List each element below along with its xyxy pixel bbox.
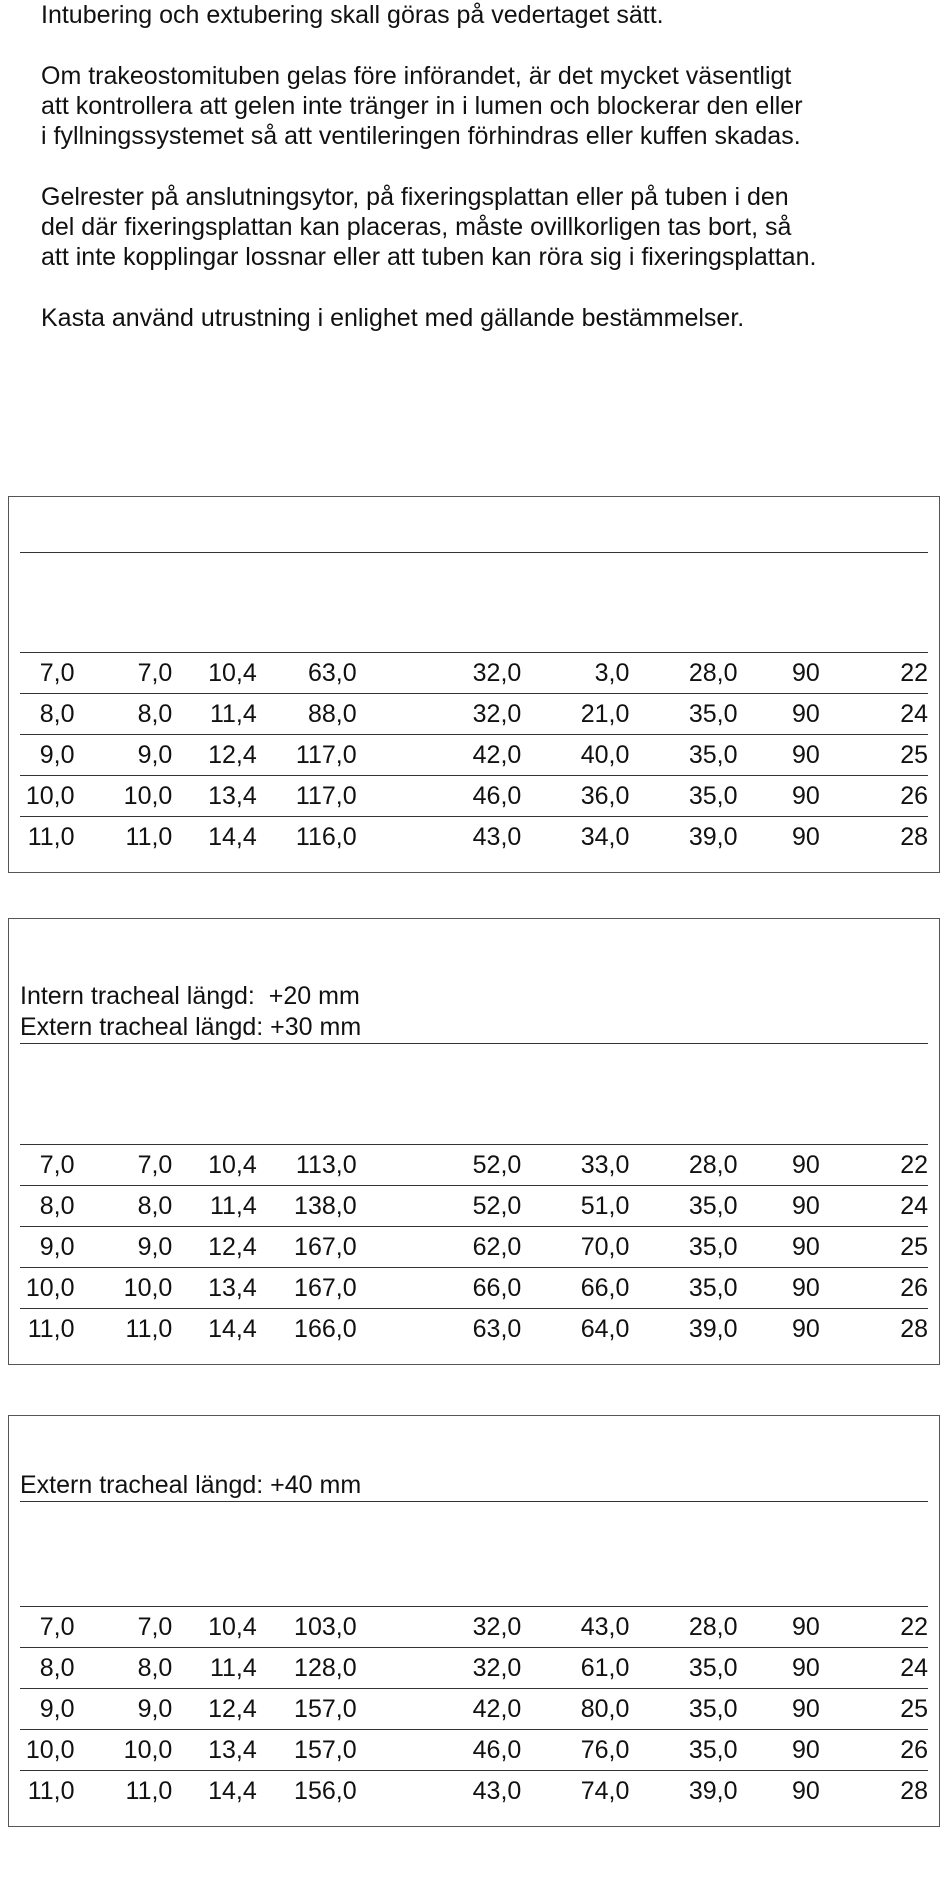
table-cell: 7,0 bbox=[20, 1607, 75, 1648]
table-cell: 156,0 bbox=[294, 1776, 357, 1805]
table-cell: 90 bbox=[738, 1648, 820, 1689]
table-cell: 35,0 bbox=[629, 1186, 737, 1227]
table-cell: 128,0 bbox=[257, 1648, 357, 1689]
table-row bbox=[20, 776, 928, 817]
table-cell: 13,4 bbox=[172, 1268, 256, 1309]
table-cell: 9,0 bbox=[75, 1689, 173, 1730]
table-cell: 25 bbox=[820, 735, 928, 776]
table-cell: 51,0 bbox=[521, 1186, 629, 1227]
table-row bbox=[20, 1607, 928, 1648]
table-cell: 10,4 bbox=[172, 653, 256, 694]
table-cell: 11,0 bbox=[27, 1776, 75, 1805]
table-cell: 46,0 bbox=[357, 776, 522, 817]
table-cell: 90 bbox=[738, 1145, 820, 1186]
table-cell: 25 bbox=[820, 1227, 928, 1268]
table-cell: 90 bbox=[738, 735, 820, 776]
table-cell: 12,4 bbox=[172, 1689, 256, 1730]
table-cell: 167,0 bbox=[257, 1268, 357, 1309]
table-cell: 22 bbox=[820, 1145, 928, 1186]
table-cell: 26 bbox=[820, 1268, 928, 1309]
table-cell: 22 bbox=[820, 1607, 928, 1648]
table-cell: 61,0 bbox=[521, 1648, 629, 1689]
table-cell: 28 bbox=[900, 1314, 928, 1343]
table-cell: 10,0 bbox=[20, 776, 75, 817]
table-cell: 103,0 bbox=[257, 1607, 357, 1648]
intro-paragraph-3: Gelrester på anslutningsytor, på fixeringsplattan eller på tuben i den del där fixeringsplattan kan placeras, måste ovillkorligen tas bort, så att inte kopplingar lossnar eller att tuben kan röra sig i fixeringsplattan. bbox=[41, 183, 817, 271]
table-cell: 28 bbox=[900, 1776, 928, 1805]
table-cell: 35,0 bbox=[629, 1689, 737, 1730]
table-cell: 26 bbox=[820, 776, 928, 817]
size-table-3 bbox=[20, 1606, 928, 1811]
extern-tracheal-length: Extern tracheal längd: +30 mm bbox=[20, 1013, 362, 1041]
table-cell: 22 bbox=[820, 653, 928, 694]
table-cell: 88,0 bbox=[257, 694, 357, 735]
table-cell: 90 bbox=[738, 653, 820, 694]
table-cell: 11,0 bbox=[125, 822, 173, 851]
table-cell: 90 bbox=[738, 1607, 820, 1648]
table-cell: 8,0 bbox=[75, 1186, 173, 1227]
table-cell: 35,0 bbox=[629, 1648, 737, 1689]
table-cell: 35,0 bbox=[629, 1268, 737, 1309]
table-cell: 13,4 bbox=[172, 1730, 256, 1771]
table-cell: 166,0 bbox=[294, 1314, 357, 1343]
table-cell: 8,0 bbox=[75, 694, 173, 735]
table-cell: 62,0 bbox=[357, 1227, 522, 1268]
table-cell: 24 bbox=[820, 694, 928, 735]
table-cell: 32,0 bbox=[357, 694, 522, 735]
intro-text bbox=[41, 0, 941, 364]
table-cell: 3,0 bbox=[521, 653, 629, 694]
table-row bbox=[20, 653, 928, 694]
table-cell: 9,0 bbox=[20, 1689, 75, 1730]
table-cell: 90 bbox=[738, 1186, 820, 1227]
table-row bbox=[20, 735, 928, 776]
table-cell: 90 bbox=[792, 1776, 820, 1805]
table-cell: 12,4 bbox=[172, 1227, 256, 1268]
table-cell: 28,0 bbox=[629, 653, 737, 694]
table-cell: 90 bbox=[738, 1730, 820, 1771]
table-cell: 70,0 bbox=[521, 1227, 629, 1268]
table-cell: 10,4 bbox=[172, 1607, 256, 1648]
size-table-box-3 bbox=[8, 1415, 940, 1827]
table-cell: 32,0 bbox=[357, 1607, 522, 1648]
table-cell: 35,0 bbox=[629, 735, 737, 776]
table-cell: 11,4 bbox=[172, 694, 256, 735]
table-cell: 11,0 bbox=[27, 822, 75, 851]
table-cell: 9,0 bbox=[20, 1227, 75, 1268]
table-cell: 43,0 bbox=[472, 1776, 522, 1805]
table-row bbox=[20, 1689, 928, 1730]
table-cell: 39,0 bbox=[688, 1314, 738, 1343]
table-cell: 14,4 bbox=[208, 822, 257, 851]
table-cell: 90 bbox=[792, 822, 820, 851]
table-cell: 24 bbox=[820, 1186, 928, 1227]
size-table-1 bbox=[20, 652, 928, 857]
table-cell: 7,0 bbox=[75, 1145, 173, 1186]
table-cell: 7,0 bbox=[20, 1145, 75, 1186]
table-cell: 7,0 bbox=[20, 653, 75, 694]
table-cell: 157,0 bbox=[257, 1689, 357, 1730]
table-cell: 64,0 bbox=[580, 1314, 630, 1343]
table-cell: 9,0 bbox=[20, 735, 75, 776]
table-cell: 52,0 bbox=[357, 1186, 522, 1227]
table-cell: 42,0 bbox=[357, 735, 522, 776]
intro-paragraph-1: Intubering och extubering skall göras på vedertaget sätt. bbox=[41, 1, 664, 29]
table-cell: 90 bbox=[738, 694, 820, 735]
table-cell: 7,0 bbox=[75, 1607, 173, 1648]
table-cell: 66,0 bbox=[521, 1268, 629, 1309]
table-cell: 52,0 bbox=[357, 1145, 522, 1186]
table-row bbox=[20, 1648, 928, 1689]
table-cell: 42,0 bbox=[357, 1689, 522, 1730]
table-cell: 11,0 bbox=[125, 1314, 173, 1343]
table-cell: 13,4 bbox=[172, 776, 256, 817]
table-row bbox=[20, 694, 928, 735]
table-cell: 10,4 bbox=[172, 1145, 256, 1186]
table-cell: 157,0 bbox=[257, 1730, 357, 1771]
table-row bbox=[20, 1145, 928, 1186]
size-table-box-1 bbox=[8, 496, 940, 873]
table-cell: 74,0 bbox=[580, 1776, 630, 1805]
size-table-box-2 bbox=[8, 918, 940, 1365]
table-cell: 90 bbox=[738, 776, 820, 817]
table-row bbox=[20, 1268, 928, 1309]
table-cell: 14,4 bbox=[208, 1314, 257, 1343]
table-row bbox=[20, 1309, 928, 1350]
table-cell: 43,0 bbox=[472, 822, 522, 851]
table-cell: 39,0 bbox=[688, 822, 738, 851]
table-cell: 10,0 bbox=[75, 1268, 173, 1309]
table-cell: 90 bbox=[738, 1689, 820, 1730]
table-cell: 11,4 bbox=[172, 1186, 256, 1227]
table-cell: 63,0 bbox=[257, 653, 357, 694]
table-cell: 8,0 bbox=[20, 694, 75, 735]
table-cell: 167,0 bbox=[257, 1227, 357, 1268]
table-row bbox=[20, 1227, 928, 1268]
table-cell: 21,0 bbox=[521, 694, 629, 735]
table-cell: 117,0 bbox=[257, 776, 357, 817]
table-cell: 8,0 bbox=[20, 1186, 75, 1227]
table-cell: 28,0 bbox=[629, 1145, 737, 1186]
table-cell: 80,0 bbox=[521, 1689, 629, 1730]
table-cell: 12,4 bbox=[172, 735, 256, 776]
table-cell: 35,0 bbox=[629, 694, 737, 735]
table-1-header bbox=[20, 497, 928, 553]
table-cell: 7,0 bbox=[75, 653, 173, 694]
table-cell: 33,0 bbox=[521, 1145, 629, 1186]
table-cell: 11,0 bbox=[27, 1314, 75, 1343]
table-cell: 9,0 bbox=[75, 735, 173, 776]
table-cell: 10,0 bbox=[20, 1730, 75, 1771]
table-cell: 36,0 bbox=[521, 776, 629, 817]
table-cell: 10,0 bbox=[75, 776, 173, 817]
table-cell: 32,0 bbox=[357, 1648, 522, 1689]
table-cell: 113,0 bbox=[257, 1145, 357, 1186]
table-cell: 90 bbox=[738, 1227, 820, 1268]
table-cell: 14,4 bbox=[208, 1776, 257, 1805]
table-cell: 26 bbox=[820, 1730, 928, 1771]
table-cell: 76,0 bbox=[521, 1730, 629, 1771]
table-cell: 9,0 bbox=[75, 1227, 173, 1268]
table-cell: 28 bbox=[900, 822, 928, 851]
table-cell: 39,0 bbox=[688, 1776, 738, 1805]
table-cell: 35,0 bbox=[629, 776, 737, 817]
intern-tracheal-length: Intern tracheal längd: +20 mm bbox=[20, 982, 360, 1010]
table-row bbox=[20, 1730, 928, 1771]
table-row bbox=[20, 1771, 928, 1812]
table-cell: 28,0 bbox=[629, 1607, 737, 1648]
table-cell: 43,0 bbox=[521, 1607, 629, 1648]
table-cell: 11,4 bbox=[172, 1648, 256, 1689]
table-cell: 138,0 bbox=[257, 1186, 357, 1227]
table-cell: 117,0 bbox=[257, 735, 357, 776]
table-3-header bbox=[20, 1470, 928, 1502]
intro-paragraph-2: Om trakeostomituben gelas före införandet, är det mycket väsentligt att kontrollera att gelen inte tränger in i lumen och blockerar den eller i fyllningssystemet så att ventileringen förhindras eller kuffen skadas. bbox=[41, 62, 803, 150]
table-2-header bbox=[20, 981, 928, 1044]
table-cell: 24 bbox=[820, 1648, 928, 1689]
table-cell: 10,0 bbox=[75, 1730, 173, 1771]
table-row bbox=[20, 817, 928, 858]
table-cell: 32,0 bbox=[357, 653, 522, 694]
table-cell: 11,0 bbox=[125, 1776, 173, 1805]
table-cell: 8,0 bbox=[20, 1648, 75, 1689]
size-table-2 bbox=[20, 1144, 928, 1349]
intro-paragraph-4: Kasta använd utrustning i enlighet med gällande bestämmelser. bbox=[41, 304, 745, 332]
table-cell: 8,0 bbox=[75, 1648, 173, 1689]
table-cell: 35,0 bbox=[629, 1730, 737, 1771]
table-cell: 35,0 bbox=[629, 1227, 737, 1268]
extern-tracheal-length: Extern tracheal längd: +40 mm bbox=[20, 1471, 362, 1499]
table-cell: 90 bbox=[738, 1268, 820, 1309]
table-cell: 40,0 bbox=[521, 735, 629, 776]
table-row bbox=[20, 1186, 928, 1227]
table-cell: 25 bbox=[820, 1689, 928, 1730]
table-cell: 90 bbox=[792, 1314, 820, 1343]
table-cell: 63,0 bbox=[472, 1314, 522, 1343]
table-cell: 66,0 bbox=[357, 1268, 522, 1309]
table-cell: 34,0 bbox=[580, 822, 630, 851]
table-cell: 10,0 bbox=[20, 1268, 75, 1309]
table-cell: 116,0 bbox=[295, 822, 357, 851]
table-cell: 46,0 bbox=[357, 1730, 522, 1771]
